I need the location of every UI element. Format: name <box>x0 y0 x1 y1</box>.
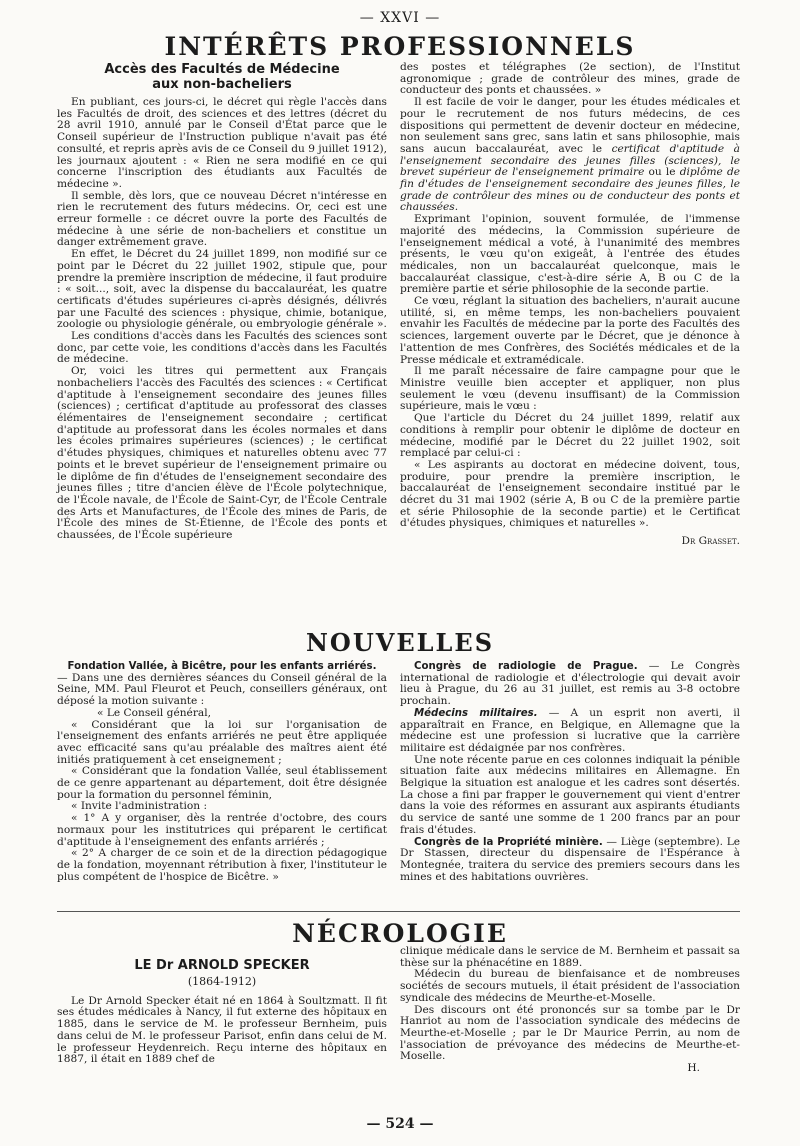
news-heading-text: Congrès de radiologie de Prague. <box>414 661 638 672</box>
obituary-dates: (1864-1912) <box>187 975 257 988</box>
signature-h: H. <box>687 1062 700 1075</box>
paragraph: Une note récente parue en ces colonnes indiquait la pénible situation faite aux médecins militaires en Allemagne. En Belgique la situation est analogue et les cadres sont désertés. La chose a fini par frapper le gouvernement qui vient d'entrer dans la voie des réformes en assurant aux aspirants étudiants du service de santé une somme de 1 200 francs par an pour frais d'études. <box>400 753 740 836</box>
article-subtitle-line2: aux non-bacheliers <box>152 77 292 92</box>
signature-grasset: Dr Grasset. <box>681 535 740 548</box>
paragraph: Il me paraît nécessaire de faire campagne pour que le Ministre veuille bien accepter et appliquer, non plus seulement le vœu (devenu insuffisant) de la Commission supérieure, mais le vœu : <box>400 365 740 413</box>
page-number: — 524 — <box>366 1116 434 1132</box>
article-subtitle-line1: Accès des Facultés de Médecine <box>104 62 340 77</box>
paragraph: En effet, le Décret du 24 juillet 1899, non modifié sur ce point par le Décret du 22 juillet 1902, stipule que, pour prendre la première inscription de médecine, il faut produire : « soit..., soit, avec la dispense du baccalauréat, les quatre certificats d'études supérieures ci-après désignés, délivrés par une Faculté des sciences : physique, chimie, botanique, zoologie ou physiologie générale, ou embryologie générale ». <box>57 248 387 331</box>
news-item-militaires <box>400 708 740 755</box>
paragraph: clinique médicale dans le service de M. Bernheim et passait sa thèse sur la phénacétine en 1889. <box>400 945 740 969</box>
paragraph <box>400 97 740 214</box>
paragraph: Médecin du bureau de bienfaisance et de nombreuses sociétés de secours mutuels, il était président de l'association syndicale des médecins de Meurthe-et-Moselle. <box>400 968 740 1004</box>
news-item-radiologie <box>400 661 740 708</box>
text-run: — A un esprit non averti, il apparaîtrait en France, en Belgique, en Allemagne que la médecine est une profession si lucrative que la carrière militaire est dédaignée par nos confrères. <box>400 706 741 754</box>
section-title-nouvelles: NOUVELLES <box>305 628 495 657</box>
section-title-necrologie: NÉCROLOGIE <box>292 919 508 948</box>
paragraph: — Dans une des dernières séances du Conseil général de la Seine, MM. Paul Fleurot et Peuch, conseillers généraux, ont déposé la motion suivante : <box>57 671 387 708</box>
nouvelles-left-column <box>57 661 387 883</box>
motion-line: « Invite l'administration : <box>71 800 208 813</box>
paragraph: Exprimant l'opinion, souvent formulée, de l'immense majorité des médecins, la Commission supérieure de l'enseignement médical a voté, à l'unanimité des membres présents, le vœu qu'on exigeât, à l'entrée des études médicales, non un baccalauréat quelconque, mais le baccalauréat classique, c'est-à-dire série A, B ou C de la première partie et série philosophie de la seconde partie. <box>400 213 740 296</box>
page-roman-number: — XXVI — <box>359 10 441 26</box>
section-title-interets: INTÉRÊTS PROFESSIONNELS <box>164 32 636 61</box>
text-run: — Liège (septembre). Le Dr Stassen, directeur du dispensaire de l'Espérance à Montegnée, traitera du service des premiers secours dans les mines et des habitations ouvrières. <box>400 835 740 883</box>
news-heading-text: Médecins militaires. <box>414 707 538 719</box>
obituary-name: LE Dr ARNOLD SPECKER <box>134 958 310 973</box>
text-run: — Le Congrès international de radiologie et d'électrologie qui devait avoir lieu à Prague, du 26 au 31 juillet, est remis au 3-8 octobre prochain. <box>400 660 740 708</box>
interets-right-column <box>400 62 740 548</box>
motion-line: « 2° A charger de ce soin et de la direction pédagogique de la fondation, moyennant rétribution à fixer, l'instituteur le plus compétent de l'hospice de Bicêtre. » <box>57 847 387 883</box>
motion-line: « Le Conseil général, <box>97 706 211 719</box>
interets-left-column <box>57 62 387 542</box>
news-heading-vallee <box>57 661 387 673</box>
italic-run: certificat d'aptitude à l'enseignement secondaire des jeunes filles (sciences), le brevet supérieur de l'enseignement primaire <box>400 142 740 179</box>
italic-run: diplôme de fin d'études de l'enseignement secondaire des jeunes filles, le grade de contrôleur des mines ou de conducteur des ponts et chaussées. <box>400 166 740 214</box>
news-heading-text: Fondation Vallée, à Bicêtre, pour les enfants arriérés. <box>67 661 377 672</box>
paragraph: Des discours ont été prononcés sur sa tombe par le Dr Hanriot au nom de l'association syndicale des médecins de Meurthe-et-Moselle ; par le Dr Maurice Perrin, au nom de l'association de prévoyance des médecins de Meurthe-et-Moselle. <box>400 1003 740 1063</box>
paragraph: Or, voici les titres qui permettent aux Français nonbacheliers l'accès des Facultés des sciences : « Certificat d'aptitude à l'enseignement secondaire des jeunes filles (sciences) ; certificat d'aptitude au professorat des classes élémentaires de l'enseignement secondaire ; certificat d'aptitude au professorat dans les écoles normales et dans les écoles primaires supérieures (sciences) ; le certificat d'études physiques, chimiques et naturelles obtenu avec 77 points et le brevet supérieur de l'enseignement primaire ou le diplôme de fin d'études de l'enseignement secondaire des jeunes filles ; titre d'ancien élève de l'École polytechnique, de l'École navale, de l'École de Saint-Cyr, de l'École Centrale des Arts et Manufactures, de l'École des mines de Paris, de l'École des mines de St-Étienne, de l'École des ponts et chaussées, de l'École supérieure <box>57 365 387 542</box>
paragraph: « Les aspirants au doctorat en médecine doivent, tous, produire, pour prendre la première inscription, le baccalauréat de l'enseignement secondaire institué par le décret du 31 mai 1902 (série A, B ou C de la première partie et série Philosophie de la seconde partie) et le Certificat d'études physiques, chimiques et naturelles ». <box>400 458 740 530</box>
news-item-propriete <box>400 837 740 884</box>
paragraph: En publiant, ces jours-ci, le décret qui règle l'accès dans les Facultés de droit, des sciences et des lettres (décret du 28 avril 1910, annulé par le Conseil d'État parce que le Conseil supérieur de l'Instruction publique n'avait pas été consulté, et repris après avis de ce Conseil du 9 juillet 1912), les journaux ajoutent : « Rien ne sera modifié en ce qui concerne l'inscription des étudiants aux Facultés de médecine ». <box>57 96 387 190</box>
nouvelles-right-column <box>400 661 740 883</box>
paragraph: Ce vœu, réglant la situation des bacheliers, n'aurait aucune utilité, si, en même temps, les non-bacheliers pouvaient envahir les Facultés de médecine par la porte des Facultés des sciences, largement ouverte par le Décret, que je dénonce à l'attention de mes Confrères, des Sociétés médicales et de la Presse médicale et extramédicale. <box>400 295 740 366</box>
paragraph: Que l'article du Décret du 24 juillet 1899, relatif aux conditions à remplir pour obtenir le diplôme de docteur en médecine, modifié par le Décret du 22 juillet 1902, soit remplacé par celui-ci : <box>400 412 740 460</box>
necrologie-left-column <box>57 958 387 1066</box>
paragraph: Il semble, dès lors, que ce nouveau Décret n'intéresse en rien le recrutement des futurs médecins. Or, ceci est une erreur formelle : ce décret ouvre la porte des Facultés de médecine à une série de non-bacheliers et constitue un danger extrêmement grave. <box>57 189 387 249</box>
paragraph: Les conditions d'accès dans les Facultés des sciences sont donc, par cette voie, les conditions d'accès dans les Facultés de médecine. <box>57 330 387 366</box>
motion-line: « Considérant que la fondation Vallée, seul établissement de ce genre appartenant au département, doit être désignée pour la formation du personnel féminin, <box>57 765 387 801</box>
necrologie-right-column <box>400 946 740 1075</box>
paragraph: Le Dr Arnold Specker était né en 1864 à Soultzmatt. Il fit ses études médicales à Nancy, il fut externe des hôpitaux en 1885, dans le service de M. le professeur Bernheim, puis dans celui de M. le professeur Parisot, enfin dans celui de M. le professeur Heydenreich. Reçu interne des hôpitaux en 1887, il était en 1889 chef de <box>57 994 387 1066</box>
article-subtitle <box>57 62 387 92</box>
motion-line: « Considérant que la loi sur l'organisation de l'enseignement des enfants arriérés ne peut être appliquée avec efficacité sans qu'au préalable des maîtres aient été initiés pratiquement à cet enseignement ; <box>57 718 387 766</box>
text-run: Il est facile de voir le danger, pour les études médicales et pour le recrutement de nos futurs médecins, de ces dispositions qui permettent de devenir docteur en médecine, non seulement sans grec, sans latin et sans philosophie, mais sans aucun baccalauréat, avec le <box>400 96 740 155</box>
paragraph: des postes et télégraphes (2e section), de l'Institut agronomique ; grade de contrôleur des mines, grade de conducteur des ponts et chaussées. » <box>400 61 740 97</box>
motion-line: « 1° A y organiser, dès la rentrée d'octobre, des cours normaux pour les institutrices qui préparent le certificat d'aptitude à l'enseignement des enfants arriérés ; <box>57 812 387 848</box>
section-divider <box>57 911 740 912</box>
text-run: ou le <box>644 166 680 179</box>
news-heading-text: Congrès de la Propriété minière. <box>414 836 603 848</box>
